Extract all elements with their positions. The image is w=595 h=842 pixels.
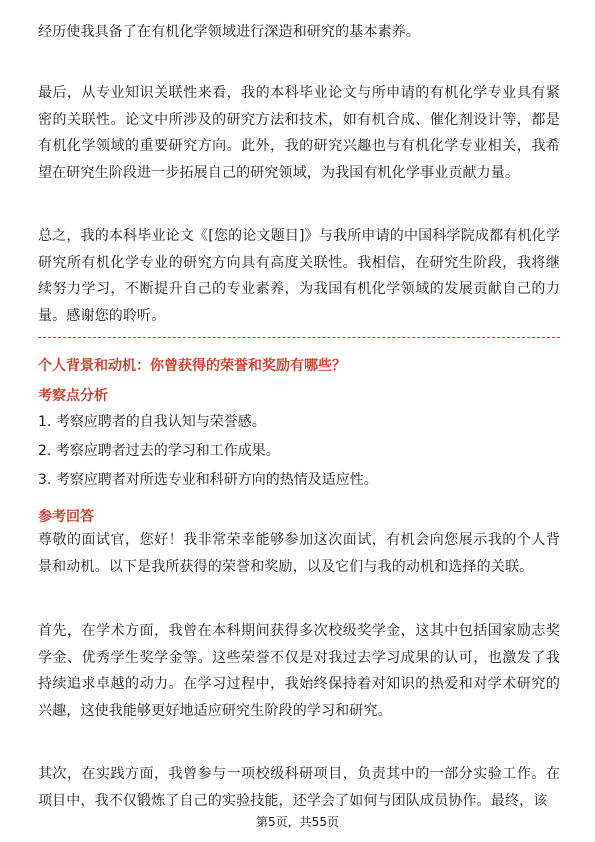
- answer-heading: 参考回答: [38, 509, 94, 525]
- list-item: 1. 考察应聘者的自我认知与荣誉感。: [38, 414, 266, 430]
- page-number: 第5页，共55页: [256, 815, 339, 829]
- list-item: 2. 考察应聘者过去的学习和工作成果。: [38, 443, 280, 459]
- analysis-heading: 考察点分析: [38, 388, 108, 404]
- analysis-list: [38, 408, 560, 495]
- paragraph-relevance: 最后，从专业知识关联性来看，我的本科毕业论文与所申请的有机化学专业具有紧密的关联性。论文中所涉及的研究方法和技术，如有机合成、催化剂设计等，都是有机化学领域的重要研究方向。此外，我的研究兴趣也与有机化学专业相关，我希望在研究生阶段进一步拓展自己的研究领域，为我国有机化学事业贡献力量。: [38, 85, 560, 181]
- section-divider: [38, 337, 560, 338]
- question-title: 个人背景和动机：你曾获得的荣誉和奖励有哪些？: [38, 358, 346, 374]
- paragraph-conclusion: 总之，我的本科毕业论文《[您的论文题目]》与我所申请的中国科学院成都有机化学研究所有机化学专业的研究方向具有高度关联性。我相信，在研究生阶段，我将继续努力学习，不断提升自己的专业素养，为我国有机化学领域的发展贡献自己的力量。感谢您的聆听。: [38, 228, 560, 324]
- answer-paragraph-intro: 尊敬的面试官，您好！我非常荣幸能够参加这次面试，有机会向您展示我的个人背景和动机。以下是我所获得的荣誉和奖励，以及它们与我的动机和选择的关联。: [38, 532, 560, 575]
- list-item: 3. 考察应聘者对所选专业和科研方向的热情及适应性。: [38, 472, 378, 488]
- paragraph-continuation: 经历使我具备了在有机化学领域进行深造和研究的基本素养。: [38, 24, 421, 40]
- answer-paragraph-academic: 首先，在学术方面，我曾在本科期间获得多次校级奖学金，这其中包括国家励志奖学金、优秀学生奖学金等。这些荣誉不仅是对我过去学习成果的认可，也激发了我持续追求卓越的动力。在学习过程中，我始终保持着对知识的热爱和对学术研究的兴趣，这使我能够更好地适应研究生阶段的学习和研究。: [38, 623, 560, 719]
- answer-paragraph-practice: 其次，在实践方面，我曾参与一项校级科研项目，负责其中的一部分实验工作。在项目中，我不仅锻炼了自己的实验技能，还学会了如何与团队成员协作。最终，该: [38, 766, 560, 809]
